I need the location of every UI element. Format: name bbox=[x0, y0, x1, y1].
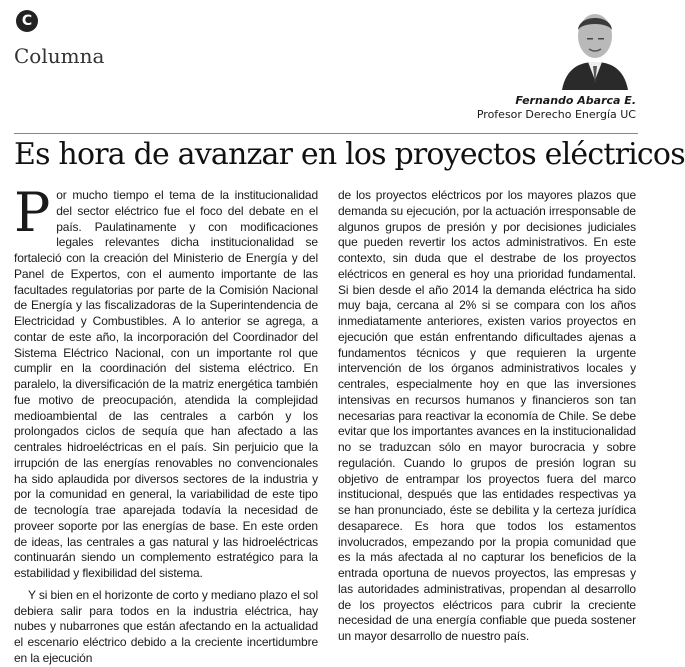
drop-cap: P bbox=[14, 181, 51, 244]
article-column-left bbox=[14, 181, 318, 665]
header-divider bbox=[14, 133, 638, 134]
column-badge: C bbox=[16, 10, 38, 32]
article-column-right bbox=[338, 188, 636, 643]
paragraph-1 bbox=[14, 181, 318, 582]
author-role: Profesor Derecho Energía UC bbox=[476, 108, 636, 121]
author-photo bbox=[552, 4, 638, 90]
author-name: Fernando Abarca E. bbox=[515, 94, 636, 107]
article-headline: Es hora de avanzar en los proyectos eléctricos bbox=[14, 137, 685, 172]
paragraph-3: de los proyectos eléctricos por los mayores plazos que demanda su ejecución, por la actuación irresponsable de algunos grupos de presión y por decisiones judiciales que pueden revertir los actos administrativos. En este contexto, sin duda que el destrabe de los proyectos eléctricos en general es hoy una prioridad fundamental. Si bien desde el año 2014 la demanda eléctrica ha sido muy baja, cercana al 2% si se compara con los años inmediatamente anteriores, existen varios proyectos en ejecución que están enfrentando dificultades ajenas a fundamentos técnicos y que requieren la urgente intervención de los órganos administrativos locales y centrales, especialmente hoy en que las inversiones intensivas en recursos humanos y financieros son tan necesarias para reactivar la economía de Chile. Se debe evitar que los importantes avances en la institucionalidad no se traduzcan sólo en mayor burocracia y sobre regulación. Cuando lo grupos de presión logran su objetivo de entrampar los proyectos fuera del marco institucional, después que las entidades respectivas ya se han pronunciado, éste se debilita y la certeza jurídica desaparece. Es hora que todos los estamentos involucrados, empezando por la propia comunidad que es la más afectada al no capturar los beneficios de la entrada oportuna de nuevos proyectos, las empresas y las autoridades administrativas, propendan al desarrollo de los proyectos eléctricos para cubrir la creciente necesidad de una energía confiable que pueda sostener un mayor desarrollo de nuestro país. bbox=[338, 188, 636, 643]
paragraph-1-text: or mucho tiempo el tema de la institucionalidad del sector eléctrico fue el foco del debate en el país. Paulatinamente y con modificaciones legales relevantes dicha institucionalidad se fortaleció con la creación del Ministerio de Energía y del Panel de Expertos, con el aumento importante de las facultades regulatorias por parte de la Comisión Nacional de Energía y las fiscalizadoras de la Superintendencia de Electricidad y Combustibles. A lo anterior se agrega, a contar de este año, la incorporación del Coordinador del Sistema Eléctrico Nacional, con un importante rol que cumplir en la coordinación del sistema eléctrico. En paralelo, la diversificación de la matriz energética también fue motivo de preocupación, atendida la complejidad medioambiental de las centrales a carbón y los prolongados ciclos de sequía que han afectado a las centrales hidroeléctricas en el país. Sin perjuicio que la irrupción de las energías renovables no convencionales ha sido aplaudida por diversos sectores de la industria y por la comunidad en general, la variabilidad de este tipo de tecnología trae aparejada todavía la necesidad de proveer soporte por las energías de base. En este orden de ideas, las centrales a gas natural y las hidroeléctricas continuarán siendo un complemento estratégico para la estabilidad y flexibilidad del sistema. bbox=[14, 188, 318, 580]
paragraph-2: Y si bien en el horizonte de corto y mediano plazo el sol debiera salir para todos en la industria eléctrica, hay nubes y nubarrones que están afectando en la actualidad el escenario eléctrico debido a la creciente incertidumbre en la ejecución bbox=[14, 587, 318, 665]
section-label: Columna bbox=[14, 44, 105, 68]
